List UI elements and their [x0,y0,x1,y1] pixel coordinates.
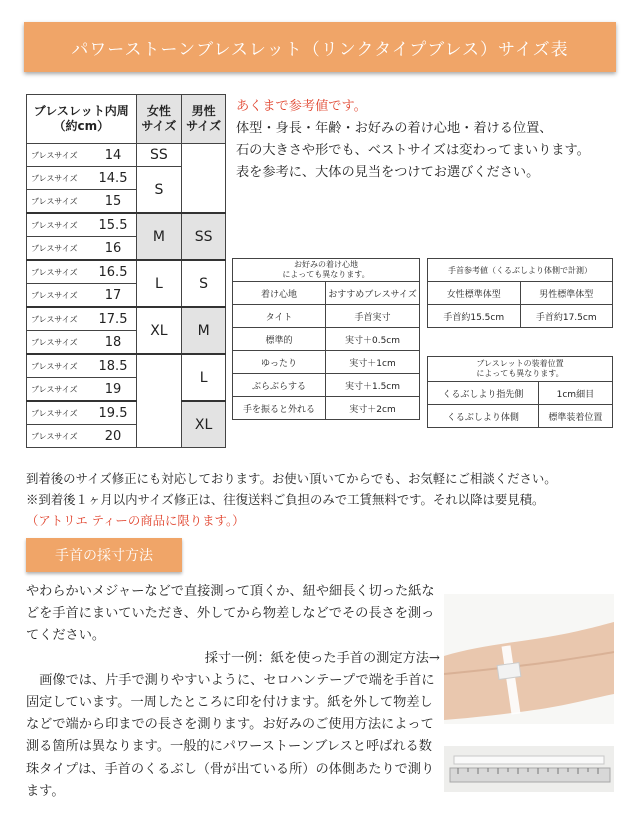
row-label: ブレスサイズ [27,284,91,308]
wrist-value-women: 手首約15.5cm [428,305,521,328]
measure-paragraph-2: 画像では、片手で測りやすいように、セロハンテープで端を手首に固定しています。一周したところに印を付けます。紙を外して物差しなどで端から印までの長さを測ります。お好みのご使用方法によって測る箇所は異なります。一般的にパワーストーンブレスと呼ばれる数珠タイプは、手首のくるぶし（骨が出ている所）の体側あたりで測ります。 [26,672,435,799]
women-size: XL [136,307,182,354]
women-size: M [136,213,182,260]
header-inner: ブレスレット内周 （約cm） [27,95,137,144]
row-size: 19 [90,378,136,402]
row-label: ブレスサイズ [27,260,91,284]
comfort-size: 実寸＋1cm [326,351,420,374]
men-size: M [182,307,226,354]
note-line-1: あくまで参考値です。 [236,99,367,114]
table-row [27,354,226,378]
comfort-feel: タイト [233,305,326,328]
row-size: 15.5 [90,213,136,237]
women-size: L [136,260,182,307]
men-size: L [182,354,226,401]
row-size: 14 [90,144,136,167]
table-row [233,328,420,351]
reference-note [236,96,626,184]
comfort-size: 手首実寸 [326,305,420,328]
table-row [233,374,420,397]
table-row [27,144,226,167]
women-size: S [136,167,182,214]
comfort-size: 実寸＋0.5cm [326,328,420,351]
wrist-photo [444,594,614,724]
comfort-col-2: おすすめブレスサイズ [326,282,420,305]
table-row [233,351,420,374]
table-row [27,401,226,425]
wrist-illustration [444,594,614,724]
comfort-col-1: 着け心地 [233,282,326,305]
title-banner [24,22,616,72]
wear-adjust: 1cm細目 [538,382,612,405]
row-label: ブレスサイズ [27,378,91,402]
wear-table-header: ブレスレットの装着位置 によっても異なります。 [428,357,613,382]
header-men: 男性 サイズ [182,95,226,144]
header-women: 女性 サイズ [136,95,182,144]
table-row [233,305,420,328]
size-table [26,94,226,448]
table-row [27,213,226,237]
table-row [27,307,226,331]
comfort-feel: 手を振ると外れる [233,397,326,420]
wrist-col-men: 男性標準体型 [520,282,613,305]
men-size: SS [182,213,226,260]
row-label: ブレスサイズ [27,354,91,378]
service-line-1: 到着後のサイズ修正にも対応しております。お使い頂いてからでも、お気軽にご相談ください。 [26,471,557,486]
comfort-feel: ゆったり [233,351,326,374]
row-size: 18.5 [90,354,136,378]
table-row [233,397,420,420]
service-note [26,468,626,531]
size-table-header [27,95,226,144]
row-label: ブレスサイズ [27,237,91,261]
ruler-photo [444,746,614,792]
table-row [27,167,226,190]
row-size: 17 [90,284,136,308]
measure-heading-banner [26,538,182,572]
wrist-col-women: 女性標準体型 [428,282,521,305]
measure-body [26,581,440,803]
row-label: ブレスサイズ [27,144,91,167]
women-size: SS [136,144,182,167]
wear-position: くるぶしより体側 [428,405,539,428]
wear-position-table [427,356,613,428]
row-size: 15 [90,190,136,214]
note-line-4: 表を参考に、大体の見当をつけてお選びください。 [236,165,540,180]
men-size: S [182,260,226,307]
row-size: 19.5 [90,401,136,425]
measure-example-label: 採寸一例：紙を使った手首の測定方法→ [204,650,440,666]
row-label: ブレスサイズ [27,167,91,190]
wrist-table-header: 手首参考値（くるぶしより体側で計測） [428,259,613,282]
row-size: 20 [90,425,136,448]
row-label: ブレスサイズ [27,307,91,331]
comfort-table [232,258,420,420]
measure-heading: 手首の採寸方法 [55,548,153,564]
row-size: 16 [90,237,136,261]
row-label: ブレスサイズ [27,213,91,237]
row-label: ブレスサイズ [27,190,91,214]
row-size: 16.5 [90,260,136,284]
row-size: 18 [90,331,136,355]
comfort-feel: ぶらぶらする [233,374,326,397]
wear-adjust: 標準装着位置 [538,405,612,428]
row-label: ブレスサイズ [27,401,91,425]
comfort-table-header: お好みの着け心地 によっても異なります。 [233,259,420,282]
wrist-reference-table [427,258,613,328]
men-size: XL [182,401,226,448]
comfort-feel: 標準的 [233,328,326,351]
service-line-2: ※到着後１ヶ月以内サイズ修正は、往復送料ご負担のみで工賃無料です。それ以降は要見積。 [26,492,545,507]
row-size: 14.5 [90,167,136,190]
wear-position: くるぶしより指先側 [428,382,539,405]
page-title: パワーストーンブレスレット（リンクタイプブレス）サイズ表 [71,39,569,60]
wrist-value-men: 手首約17.5cm [520,305,613,328]
note-line-3: 石の大きさや形でも、ベストサイズは変わってまいります。 [236,143,590,158]
service-line-3: （アトリエ ティーの商品に限ります。） [26,513,245,528]
row-label: ブレスサイズ [27,425,91,448]
row-size: 17.5 [90,307,136,331]
table-row [27,190,226,214]
comfort-size: 実寸＋2cm [326,397,420,420]
table-row [428,405,613,428]
row-label: ブレスサイズ [27,331,91,355]
measure-paragraph-1: やわらかいメジャーなどで直接測って頂くか、紐や細長く切った紙などを手首にまいていただき、外してから物差しなどでその長さを測ってください。 [26,584,435,644]
table-row [428,382,613,405]
comfort-size: 実寸＋1.5cm [326,374,420,397]
table-row [27,260,226,284]
note-line-2: 体型・身長・年齢・お好みの着け心地・着ける位置、 [236,121,553,136]
ruler-illustration [444,746,614,792]
